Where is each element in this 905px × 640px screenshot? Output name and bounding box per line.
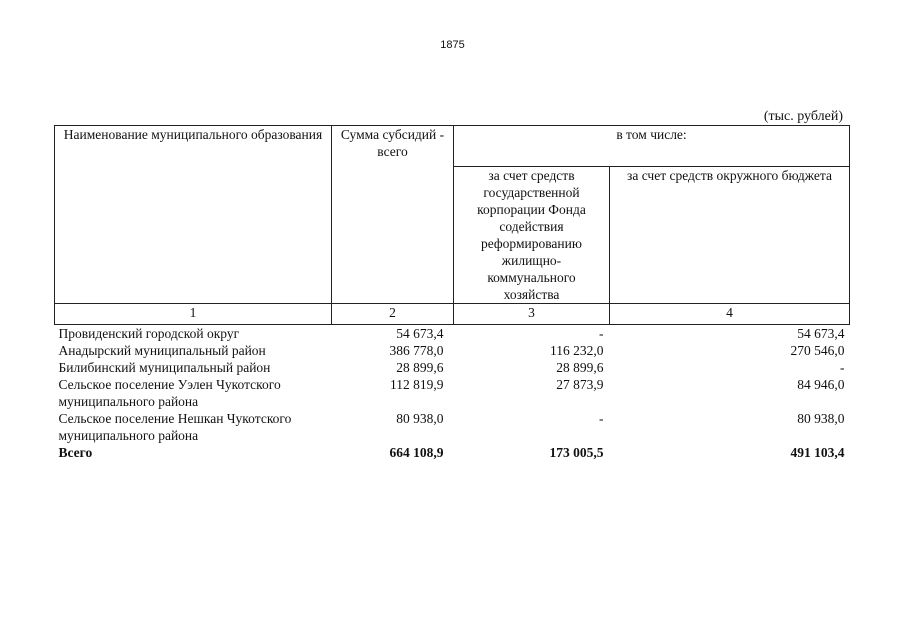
header-including: в том числе: [454,126,850,167]
table-row [55,342,850,359]
subsidy-budget: - [840,360,845,375]
header-district-budget: за счет средств окружного бюджета [610,167,850,304]
municipality-name: Анадырский муниципальный район [58,343,266,358]
subsidy-budget: 84 946,0 [797,377,845,392]
subsidy-fund: 116 232,0 [550,343,604,358]
subsidy-total: 80 938,0 [396,411,444,426]
total-sum: 664 108,9 [389,445,444,460]
municipality-name: Билибинский муниципальный район [58,360,271,375]
total-budget: 491 103,4 [790,445,845,460]
column-number: 3 [454,304,610,325]
column-number: 4 [610,304,850,325]
table-row [55,376,850,410]
municipality-name: Сельское поселение Нешкан Чукотского муниципального района [58,411,292,443]
subsidy-total: 54 673,4 [396,326,444,341]
units-label: (тыс. рублей) [763,109,843,124]
subsidy-total: 28 899,6 [396,360,444,375]
table-row [55,410,850,444]
total-fund: 173 005,5 [549,445,604,460]
subsidy-total: 386 778,0 [389,343,444,358]
total-label: Всего [58,445,93,460]
header-total: Сумма субсидий - всего [332,126,454,304]
table-row [55,359,850,376]
column-number: 1 [55,304,332,325]
header-fund: за счет средств государственной корпорации Фонда содействия реформированию жилищно-коммунального хозяйства [454,167,610,304]
total-row [55,444,850,461]
subsidy-fund: 28 899,6 [556,360,604,375]
subsidy-fund: - [599,326,604,341]
subsidy-fund: - [599,411,604,426]
subsidy-budget: 270 546,0 [790,343,845,358]
page-number: 1875 [440,39,465,51]
header-name: Наименование муниципального образования [55,126,332,304]
subsidy-fund: 27 873,9 [556,377,604,392]
subsidy-budget: 54 673,4 [797,326,845,341]
municipality-name: Сельское поселение Уэлен Чукотского муниципального района [58,377,281,409]
subsidy-total: 112 819,9 [390,377,444,392]
municipality-name: Провиденский городской округ [58,326,240,341]
subsidy-budget: 80 938,0 [797,411,845,426]
column-number: 2 [332,304,454,325]
table-row [55,325,850,343]
subsidy-table [54,125,850,461]
